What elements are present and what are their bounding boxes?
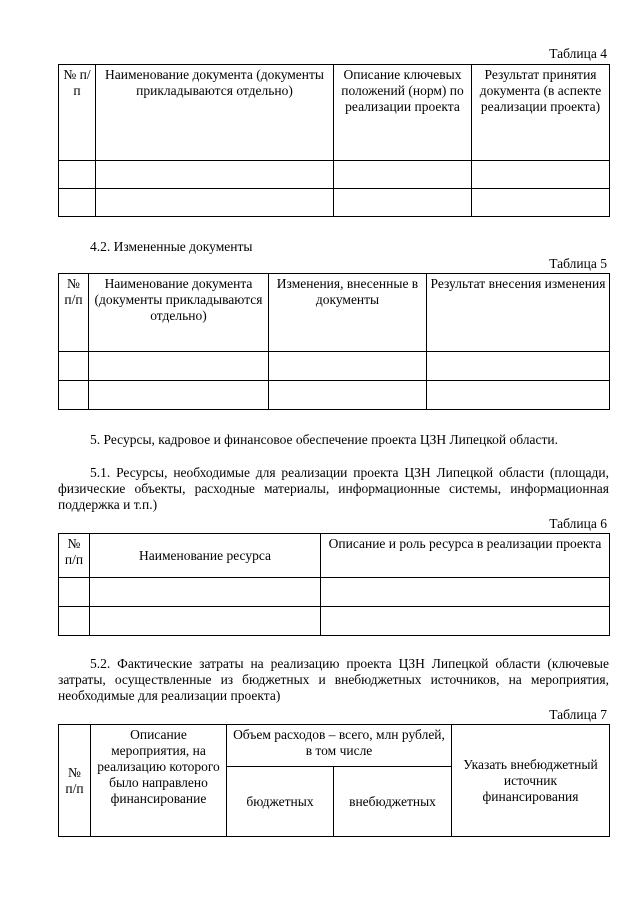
table-row [59,381,610,410]
table6 [58,533,610,636]
table5-header-num: № п/п [59,274,89,352]
table4-caption: Таблица 4 [549,46,607,61]
table5-header-result: Результат внесения изменения [427,274,610,352]
table6-caption: Таблица 6 [549,516,607,531]
table6-header-desc: Описание и роль ресурса в реализации проекта [321,534,610,578]
table7-header-budget: бюджетных [227,767,334,837]
table5-caption: Таблица 5 [549,256,607,271]
table-row [59,607,610,636]
section-4-2-heading: 4.2. Измененные документы [90,239,253,254]
table7-caption: Таблица 7 [549,707,607,722]
table7-header-volume: Объем расходов – всего, млн рублей, в том числе [227,725,452,767]
table4 [58,64,610,217]
table-row [59,352,610,381]
section-5-1-paragraph: 5.1. Ресурсы, необходимые для реализации проекта ЦЗН Липецкой области (площади, физические объекты, расходные материалы, информационные системы, информационная поддержка и т.п.) [58,465,609,512]
table7-header-extra: внебюджетных [334,767,452,837]
table4-header-name: Наименование документа (документы прикладываются отдельно) [96,65,334,161]
table7 [58,724,610,837]
table7-header-desc: Описание мероприятия, на реализацию которого было направлено финансирование [91,725,227,837]
table4-header-result: Результат принятия документа (в аспекте реализации проекта) [472,65,610,161]
table5 [58,273,610,410]
table7-header-num: № п/п [59,725,91,837]
table6-header-name: Наименование ресурса [90,534,321,578]
table7-header-source: Указать внебюджетный источник финансирования [452,725,610,837]
table-row [59,578,610,607]
table4-header-desc: Описание ключевых положений (норм) по реализации проекта [334,65,472,161]
section-5-2-paragraph: 5.2. Фактические затраты на реализацию проекта ЦЗН Липецкой области (ключевые затраты, осуществленные из бюджетных и внебюджетных источников, на мероприятия, необходимые для реализации проекта) [58,656,609,703]
table6-header-num: № п/п [59,534,90,578]
table4-header-num: № п/п [59,65,96,161]
section-5-paragraph: 5. Ресурсы, кадровое и финансовое обеспечение проекта ЦЗН Липецкой области. [90,432,558,447]
table-row [59,189,610,217]
table5-header-name: Наименование документа (документы прикладываются отдельно) [89,274,269,352]
table5-header-changes: Изменения, внесенные в документы [269,274,427,352]
table-row [59,161,610,189]
